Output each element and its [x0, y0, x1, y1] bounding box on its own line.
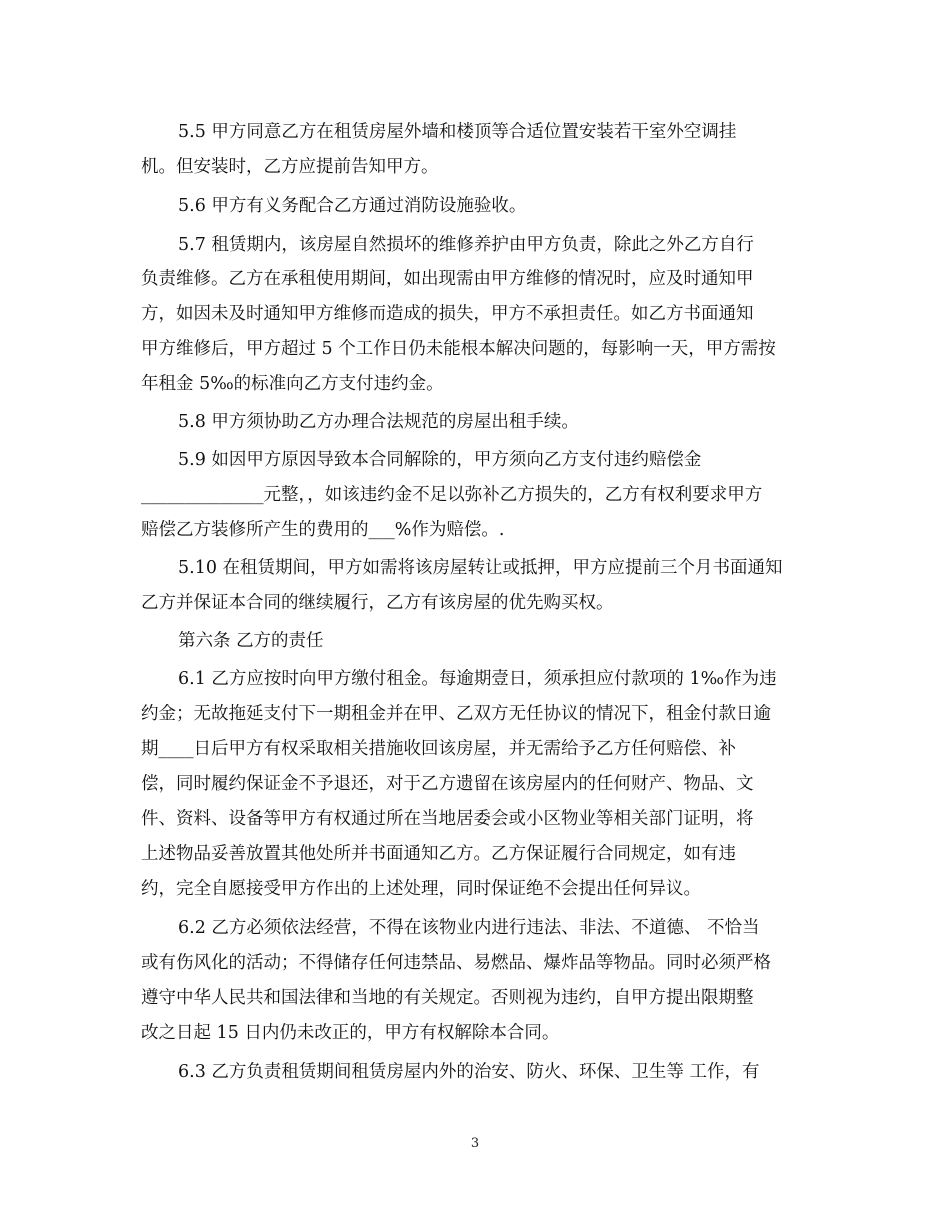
- text-line: 5.8 甲方须协助乙方办理合法规范的房屋出租手续。: [178, 412, 579, 432]
- text-line: 上述物品妥善放置其他处所并书面通知乙方。乙方保证履行合同规定，如有违: [141, 844, 736, 864]
- text-line: 乙方并保证本合同的继续履行，乙方有该房屋的优先购买权。: [141, 593, 614, 613]
- text-line: 改之日起 15 日内仍未改正的，甲方有权解除本合同。: [141, 1023, 560, 1043]
- text-line: 6.3 乙方负责租赁期间租赁房屋内外的治安、防火、环保、卫生等 工作，有: [178, 1062, 760, 1082]
- text-line: 5.7 租赁期内，该房屋自然损坏的维修养护由甲方负责，除此之外乙方自行: [178, 235, 754, 255]
- text-line: 甲方维修后，甲方超过 5 个工作日仍未能根本解决问题的，每影响一天，甲方需按: [141, 339, 776, 359]
- text-line: 方，如因未及时通知甲方维修而造成的损失，甲方不承担责任。如乙方书面通知: [141, 304, 754, 324]
- text-line: 约，完全自愿接受甲方作出的上述处理，同时保证绝不会提出任何异议。: [141, 879, 701, 899]
- text-line: 件、资料、设备等甲方有权通过所在当地居委会或小区物业等相关部门证明，将: [141, 809, 754, 829]
- text-line: 偿，同时履约保证金不予退还，对于乙方遗留在该房屋内的任何财产、物品、文: [141, 774, 754, 794]
- text-line: 赔偿乙方装修所产生的费用的___%作为赔偿。.: [141, 520, 505, 540]
- text-line: 遵守中华人民共和国法律和当地的有关规定。否则视为违约，自甲方提出限期整: [141, 988, 754, 1008]
- text-line: 期____日后甲方有权采取相关措施收回该房屋，并无需给予乙方任何赔偿、补: [141, 739, 736, 759]
- text-line: 5.10 在租赁期间，甲方如需将该房屋转让或抵押，甲方应提前三个月书面通知: [178, 558, 783, 578]
- text-line: ______________元整，，如该违约金不足以弥补乙方损失的，乙方有权利要求甲方: [141, 485, 763, 505]
- text-line: 5.9 如因甲方原因导致本合同解除的，甲方须向乙方支付违约赔偿金: [178, 450, 702, 470]
- section-heading: 第六条 乙方的责任: [178, 631, 324, 651]
- text-line: 5.6 甲方有义务配合乙方通过消防设施验收。: [178, 196, 527, 216]
- text-line: 约金；无故拖延支付下一期租金并在甲、乙双方无任协议的情况下，租金付款日逾: [141, 704, 771, 724]
- text-line: 5.5 甲方同意乙方在租赁房屋外墙和楼顶等合适位置安装若干室外空调挂: [178, 122, 737, 142]
- text-line: 机。但安装时，乙方应提前告知甲方。: [141, 157, 439, 177]
- text-line: 负责维修。乙方在承租使用期间，如出现需由甲方维修的情况时，应及时通知甲: [141, 269, 754, 289]
- text-line: 或有伤风化的活动；不得储存任何违禁品、易燃品、爆炸品等物品。同时必须严格: [141, 953, 771, 973]
- text-line: 6.1 乙方应按时向甲方缴付租金。每逾期壹日，须承担应付款项的 1‰作为违: [178, 669, 777, 689]
- page-number: 3: [470, 1136, 480, 1151]
- text-line: 6.2 乙方必须依法经营，不得在该物业内进行违法、非法、不道德、 不恰当: [178, 918, 760, 938]
- text-line: 年租金 5‰的标准向乙方支付违约金。: [141, 374, 444, 394]
